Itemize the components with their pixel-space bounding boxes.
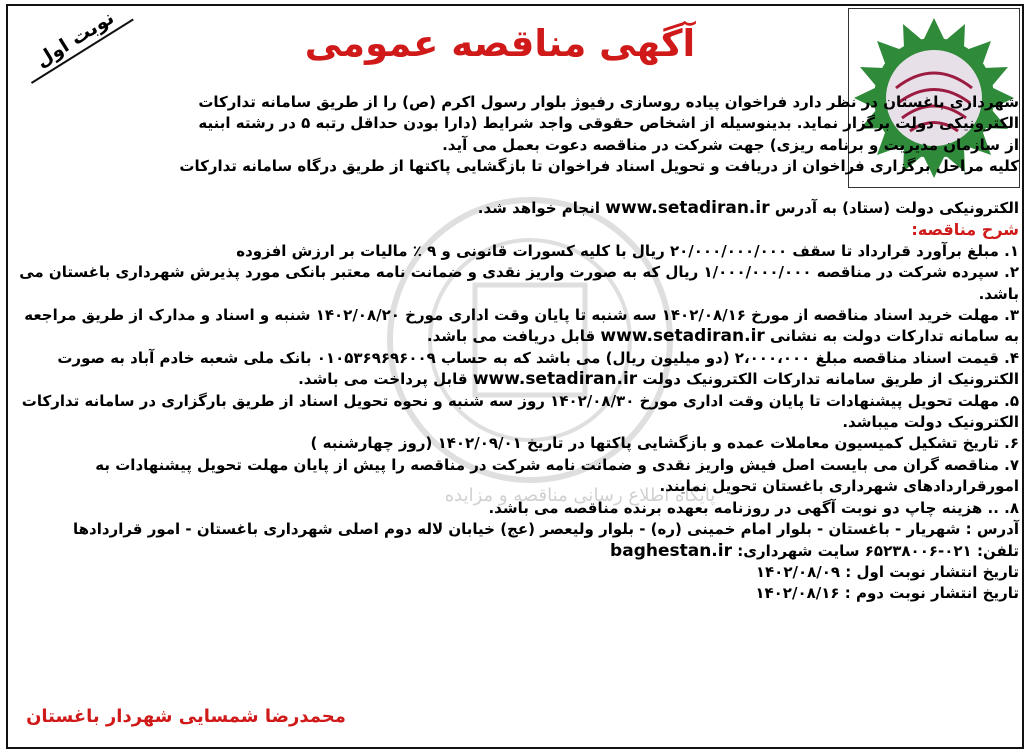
list-item: ۶. تاریخ تشکیل کمیسیون معاملات عمده و بازگشایی پاکتها در تاریخ ۱۴۰۲/۰۹/۰۱ (روز چهارشنبه ) xyxy=(310,434,1019,453)
setad-link[interactable]: www.setadiran.ir xyxy=(600,326,765,347)
phone-text: تلفن: ۰۲۱-۶۵۲۳۸۰۰۶ سایت شهرداری: xyxy=(737,541,1019,560)
item-text: الکترونیک از طریق سامانه تدارکات الکترونیک دولت xyxy=(642,370,1019,389)
municipality-site-link[interactable]: baghestan.ir xyxy=(610,540,732,561)
first-turn-label: نوبت اول xyxy=(18,6,134,84)
list-item: الکترونیک دولت میباشد. xyxy=(842,413,1019,432)
intro-text: انجام خواهد شد. xyxy=(477,199,600,217)
intro-line: کلیه مراحل برگزاری فراخوان از دریافت و تحویل اسناد فراخوان تا بازگشایی پاکتها از طریق درگاه سامانه تدارکات xyxy=(179,157,1019,176)
intro-text: الکترونیکی دولت (ستاد) به آدرس xyxy=(774,199,1019,217)
publish-date-second: تاریخ انتشار نوبت دوم : ۱۴۰۲/۰۸/۱۶ xyxy=(755,584,1019,603)
item-text: قابل دریافت می باشد. xyxy=(426,327,596,346)
intro-line: الکترونیکی دولت برگزار نماید. بدینوسیله از اشخاص حقوقی واجد شرایط (دارا بودن حداقل رتبه ۵ در رشته ابنیه xyxy=(198,114,1019,133)
list-item: امورقراردادهای شهرداری باغستان تحویل نمایند. xyxy=(659,477,1019,496)
list-item xyxy=(13,369,1019,390)
setad-link[interactable]: www.setadiran.ir xyxy=(605,198,770,218)
notice-title: آگهی مناقصه عمومی xyxy=(304,22,696,65)
intro-line xyxy=(13,198,1019,219)
section-title: شرح مناقصه: xyxy=(911,220,1019,240)
item-text: قابل پرداخت می باشد. xyxy=(298,370,468,389)
list-item xyxy=(13,326,1019,347)
intro-line: شهرداری باغستان در نظر دارد فراخوان پیاده روسازی رفیوژ بلوار رسول اکرم (ص) را از طریق سامانه تدارکات xyxy=(198,93,1019,111)
list-item: ۷. مناقصه گران می بایست اصل فیش واریز نقدی و ضمانت نامه شرکت در مناقصه را پیش از پایان مهلت تحویل پیشنهادات به xyxy=(95,455,1019,474)
address-line: آدرس : شهریار - باغستان - بلوار امام خمینی (ره) - بلوار ولیعصر (عج) خیابان لاله دوم اصلی شهرداری باغستان - امور قراردادها xyxy=(72,520,1019,539)
watermark-text: پایگاه اطلاع رسانی مناقصه و مزایده xyxy=(444,485,716,506)
main-body xyxy=(13,198,1019,605)
item-text: به سامانه تدارکات دولت به نشانی xyxy=(770,327,1019,346)
list-item: باشد. xyxy=(978,284,1019,303)
list-item: ۱. مبلغ برآورد قرارداد تا سقف ۲۰/۰۰۰/۰۰۰/۰۰۰ ریال با کلیه کسورات قانونی و ۹ ٪ مالیات بر ارزش افزوده xyxy=(236,241,1019,260)
setad-link[interactable]: www.setadiran.ir xyxy=(472,369,638,390)
phone-line xyxy=(13,541,1019,562)
list-item: ۵. مهلت تحویل پیشنهادات تا پایان وقت اداری مورخ ۱۴۰۲/۰۸/۳۰ روز سه شنبه و نحوه تحویل اسناد از طریق بارگزاری در سامانه تدارکات xyxy=(21,391,1019,410)
list-item: ۲. سپرده شرکت در مناقصه ۱/۰۰۰/۰۰۰/۰۰۰ ریال که به صورت واریز نقدی و ضمانت نامه معتبر بانکی مورد پذیرش شهرداری باغستان می xyxy=(19,263,1019,282)
intro-line: از سازمان مدیریت و برنامه ریزی) جهت شرکت در مناقصه دعوت بعمل می آید. xyxy=(442,135,1019,154)
intro-paragraph xyxy=(169,92,1019,178)
first-turn-tag xyxy=(8,6,158,96)
publish-date-first: تاریخ انتشار نوبت اول : ۱۴۰۲/۰۸/۰۹ xyxy=(755,562,1019,581)
mayor-signature: محمدرضا شمسایی شهردار باغستان xyxy=(26,706,346,727)
list-item: ۴. قیمت اسناد مناقصه مبلغ ۲،۰۰۰،۰۰۰ (دو میلیون ریال) می باشد که به حساب ۰۱۰۵۳۶۹۶۹۶۰۰۹ بانک ملی شعبه خادم آباد به صورت xyxy=(57,348,1019,367)
list-item: ۳. مهلت خرید اسناد مناقصه از مورخ ۱۴۰۲/۰۸/۱۶ سه شنبه تا پایان وقت اداری مورخ ۱۴۰۲/۰۸/۲۰ شنبه و اسناد و مدارک از طریق مراجعه xyxy=(24,306,1019,325)
list-item: ۸. .. هزینه چاپ دو نوبت آگهی در روزنامه بعهده برنده مناقصه می باشد. xyxy=(488,498,1019,517)
